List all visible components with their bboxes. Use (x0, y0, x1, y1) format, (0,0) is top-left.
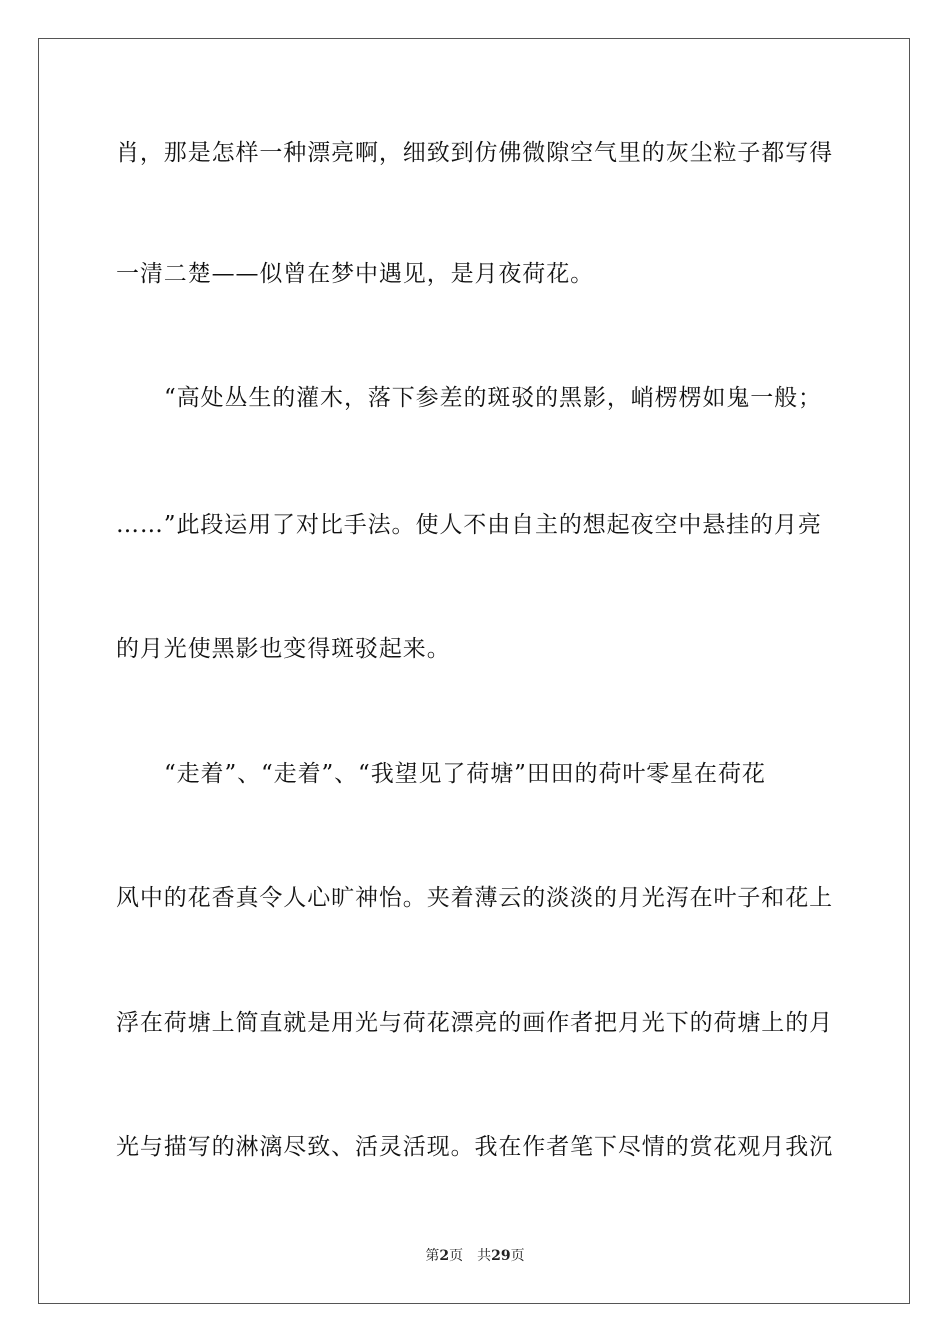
text-line-4: ……”此段运用了对比手法。使人不由自主的想起夜空中悬挂的月亮 (116, 512, 822, 538)
page-prefix: 第 (425, 1248, 440, 1264)
text-line-6: “走着”、“走着”、“我望见了荷塘”田田的荷叶零星在荷花 (164, 761, 766, 787)
page-suffix: 页 (449, 1248, 464, 1264)
current-page-number: 2 (439, 1248, 450, 1264)
total-pages-number: 29 (491, 1248, 511, 1264)
text-line-8: 浮在荷塘上简直就是用光与荷花漂亮的画作者把月光下的荷塘上的月 (116, 1010, 833, 1036)
text-line-5: 的月光使黑影也变得斑驳起来。 (116, 636, 451, 662)
page-footer (0, 1247, 950, 1265)
total-suffix: 页 (510, 1248, 525, 1264)
page-border (38, 38, 910, 1304)
text-line-9: 光与描写的淋漓尽致、活灵活现。我在作者笔下尽情的赏花观月我沉 (116, 1134, 833, 1160)
text-line-1: 肖，那是怎样一种漂亮啊，细致到仿佛微隙空气里的灰尘粒子都写得 (116, 140, 833, 166)
text-line-7: 风中的花香真令人心旷神怡。夹着薄云的淡淡的月光泻在叶子和花上 (116, 885, 833, 911)
text-line-3: “高处丛生的灌木，落下参差的斑驳的黑影，峭楞楞如鬼一般； (164, 385, 822, 411)
text-line-2: 一清二楚——似曾在梦中遇见，是月夜荷花。 (116, 261, 594, 287)
total-prefix: 共 (477, 1248, 492, 1264)
